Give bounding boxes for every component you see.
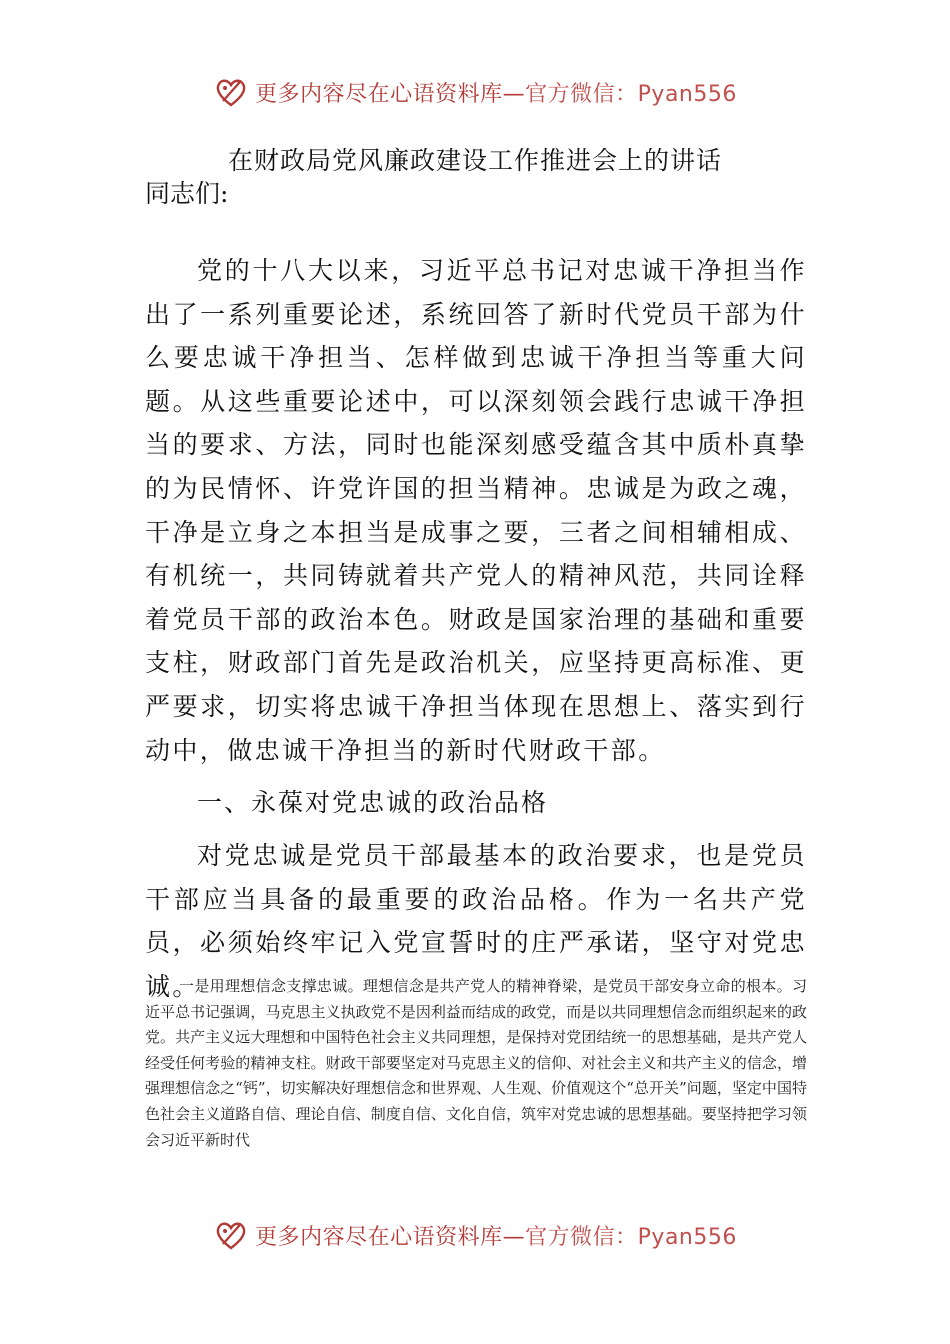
section-heading-1: 一、永葆对党忠诚的政治品格 <box>197 788 549 817</box>
body-paragraph-2: 对党忠诚是党员干部最基本的政治要求，也是党员干部应当具备的最重要的政治品格。作为一名共产党员，必须始终牢记入党宣誓时的庄严承诺，坚守对党忠诚。 <box>145 841 807 1001</box>
body-paragraph-1: 党的十八大以来，习近平总书记对忠诚干净担当作出了一系列重要论述，系统回答了新时代党员干部为什么要忠诚干净担当、怎样做到忠诚干净担当等重大问题。从这些重要论述中，可以深刻领会践行忠诚干净担当的要求、方法，同时也能深刻感受蕴含其中质朴真挚的为民情怀、许党许国的担当精神。忠诚是为政之魂，干净是立身之本担当是成事之要，三者之间相辅相成、有机统一，共同铸就着共产党人的精神风范，共同诠释着党员干部的政治本色。财政是国家治理的基础和重要支柱，财政部门首先是政治机关，应坚持更高标准、更严要求，切实将忠诚干净担当体现在思想上、落实到行动中，做忠诚干净担当的新时代财政干部。 <box>145 256 807 765</box>
banner-wechat-id: Pyan556 <box>637 1224 737 1250</box>
banner-wechat-id: Pyan556 <box>637 81 737 107</box>
heart-pen-logo-icon <box>213 74 249 110</box>
heart-pen-logo-icon <box>213 1217 249 1253</box>
banner-library-text: 更多内容尽在心语资料库— <box>255 81 526 107</box>
footer-banner-text <box>255 1220 737 1251</box>
salutation: 同志们: <box>145 179 229 208</box>
header-watermark-banner <box>0 70 950 114</box>
banner-wechat-label: 官方微信： <box>525 81 638 107</box>
banner-wechat-label: 官方微信： <box>525 1224 638 1250</box>
footer-banner-content <box>213 1217 737 1253</box>
header-banner-content <box>213 74 737 110</box>
body-paragraph-3: 一是用理想信念支撑忠诚。理想信念是共产党人的精神脊梁，是党员干部安身立命的根本。习近平总书记强调，马克思主义执政党不是因利益而结成的政党，而是以共同理想信念而组织起来的政党。共产主义远大理想和中国特色社会主义共同理想，是保持对党团结统一的思想基础，是共产党人经受任何考验的精神支柱。财政干部要坚定对马克思主义的信仰、对社会主义和共产主义的信念，增强理想信念之“钙”，切实解决好理想信念和世界观、人生观、价值观这个“总开关”问题，坚定中国特色社会主义道路自信、理论自信、制度自信、文化自信，筑牢对党忠诚的思想基础。要坚持把学习领会习近平新时代 <box>145 977 807 1149</box>
document-title: 在财政局党风廉政建设工作推进会上的讲话 <box>227 146 722 175</box>
header-banner-text <box>255 77 737 108</box>
footer-watermark-banner <box>0 1213 950 1257</box>
banner-library-text: 更多内容尽在心语资料库— <box>255 1224 526 1250</box>
